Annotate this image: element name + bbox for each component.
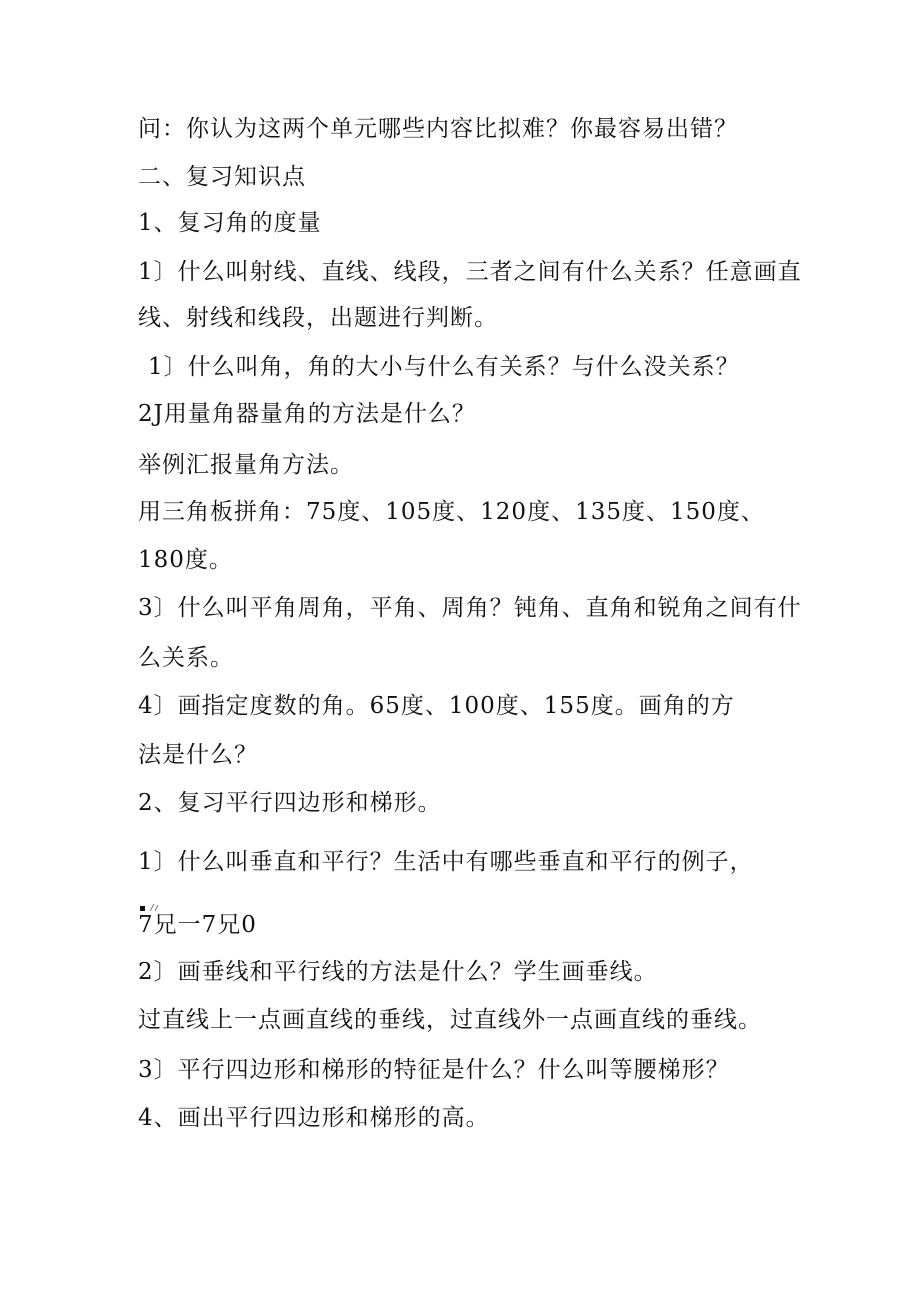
text-line: 1〕什么叫射线、直线、线段，三者之间有什么关系？任意画直: [138, 259, 802, 285]
text-line: 4〕画指定度数的角。65度、100度、155度。画角的方: [138, 693, 735, 719]
subsection-heading-heights: 4、画出平行四边形和梯形的高。: [138, 1105, 490, 1131]
text-line: 7兄一7兄0: [138, 912, 257, 938]
text-line: 3〕平行四边形和梯形的特征是什么？什么叫等腰梯形？: [138, 1057, 730, 1083]
text-line: 线、射线和线段，出题进行判断。: [138, 305, 498, 331]
text-line: 3〕什么叫平角周角，平角、周角？钝角、直角和锐角之间有什: [138, 595, 802, 621]
question-line: 问：你认为这两个单元哪些内容比拟难？你最容易出错？: [138, 116, 738, 142]
subsection-heading-parallel: 2、复习平行四边形和梯形。: [138, 790, 442, 816]
text-line: 180度。: [138, 547, 233, 573]
subsection-heading-angles: 1、复习角的度量: [138, 210, 322, 236]
text-line: 法是什么？: [138, 742, 258, 768]
text-line: 1〕什么叫垂直和平行？生活中有哪些垂直和平行的例子，: [138, 849, 754, 875]
text-line: 过直线上一点画直线的垂线，过直线外一点画直线的垂线。: [138, 1007, 762, 1033]
section-heading: 二、复习知识点: [138, 164, 306, 190]
text-line: 举例汇报量角方法。: [138, 452, 354, 478]
text-line: 2J用量角器量角的方法是什么？: [138, 401, 476, 427]
text-line: 2〕画垂线和平行线的方法是什么？学生画垂线。: [138, 959, 658, 985]
text-line: 么关系。: [138, 645, 234, 671]
text-line: 用三角板拼角：75度、105度、120度、135度、150度、: [138, 499, 765, 525]
text-line: 1〕什么叫角，角的大小与什么有关系？与什么没关系？: [148, 354, 740, 380]
